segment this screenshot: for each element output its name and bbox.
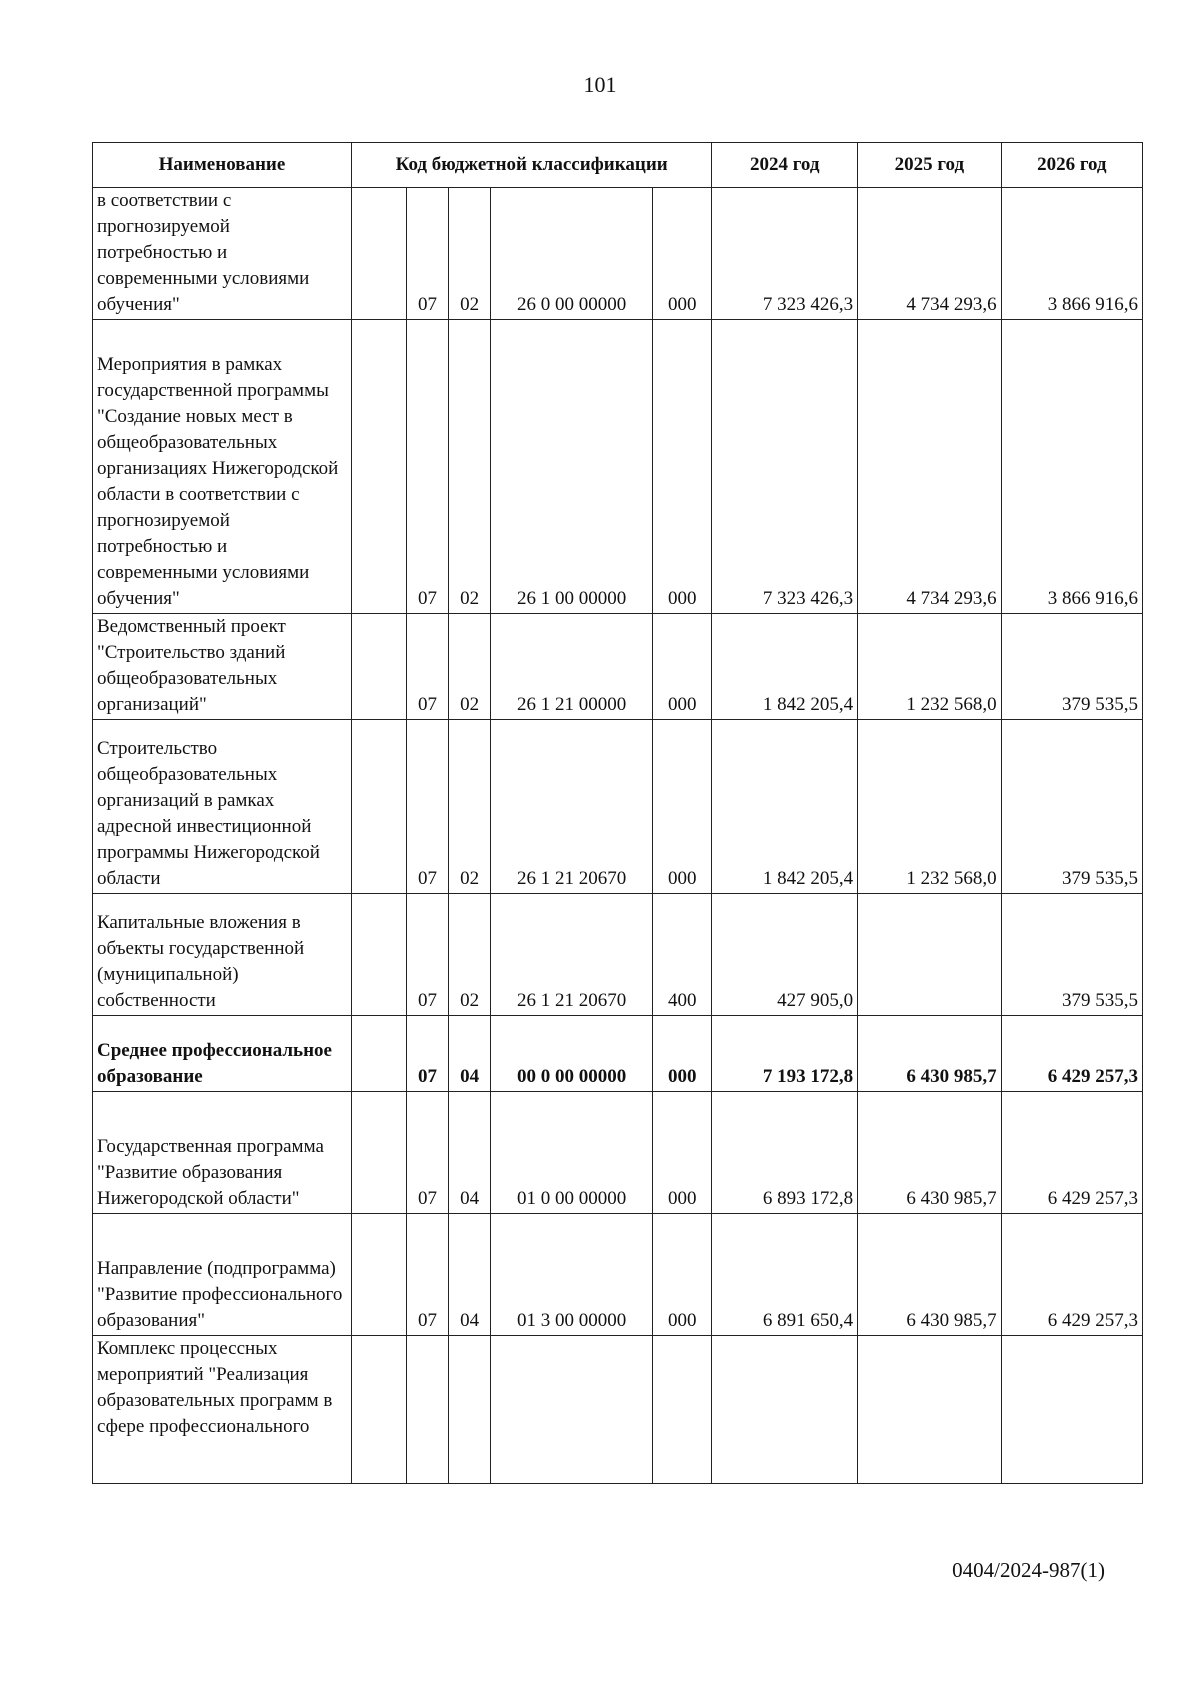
row-subsection: 02 xyxy=(449,720,491,894)
header-2024: 2024 год xyxy=(712,143,858,188)
row-code-part xyxy=(351,1336,406,1484)
row-amount-2024: 1 842 205,4 xyxy=(712,614,858,720)
row-code-part xyxy=(351,894,406,1016)
row-amount-2024 xyxy=(712,1336,858,1484)
header-name: Наименование xyxy=(93,143,352,188)
document-code: 0404/2024-987(1) xyxy=(952,1558,1105,1582)
row-amount-2024: 1 842 205,4 xyxy=(712,720,858,894)
table-row xyxy=(93,614,1143,720)
row-subsection xyxy=(449,1336,491,1484)
row-target-article: 26 1 21 00000 xyxy=(491,614,653,720)
header-2026: 2026 год xyxy=(1001,143,1142,188)
row-expense-type: 000 xyxy=(653,1092,712,1214)
row-target-article: 26 1 00 00000 xyxy=(491,320,653,614)
row-subsection: 02 xyxy=(449,894,491,1016)
row-amount-2026: 3 866 916,6 xyxy=(1001,320,1142,614)
row-target-article: 00 0 00 00000 xyxy=(491,1016,653,1092)
row-section: 07 xyxy=(407,720,449,894)
row-target-article: 01 0 00 00000 xyxy=(491,1092,653,1214)
row-section: 07 xyxy=(407,1092,449,1214)
row-expense-type xyxy=(653,1336,712,1484)
row-name: Государственная программа "Развитие образования Нижегородской области" xyxy=(93,1092,352,1214)
row-amount-2024: 7 323 426,3 xyxy=(712,188,858,320)
row-expense-type: 000 xyxy=(653,188,712,320)
row-target-article: 01 3 00 00000 xyxy=(491,1214,653,1336)
row-code-part xyxy=(351,1016,406,1092)
row-code-part xyxy=(351,1214,406,1336)
row-subsection: 02 xyxy=(449,320,491,614)
row-expense-type: 400 xyxy=(653,894,712,1016)
row-code-part xyxy=(351,320,406,614)
row-amount-2025: 6 430 985,7 xyxy=(858,1214,1002,1336)
row-name: в соответствии с прогнозируемой потребностью и современными условиями обучения" xyxy=(93,188,352,320)
row-section: 07 xyxy=(407,188,449,320)
row-subsection: 04 xyxy=(449,1214,491,1336)
row-name: Ведомственный проект "Строительство зданий общеобразовательных организаций" xyxy=(93,614,352,720)
row-amount-2024: 7 323 426,3 xyxy=(712,320,858,614)
row-subsection: 04 xyxy=(449,1016,491,1092)
row-expense-type: 000 xyxy=(653,720,712,894)
row-name: Среднее профессиональное образование xyxy=(93,1016,352,1092)
row-amount-2026: 3 866 916,6 xyxy=(1001,188,1142,320)
row-amount-2025: 4 734 293,6 xyxy=(858,320,1002,614)
page-number: 101 xyxy=(583,72,617,97)
row-section: 07 xyxy=(407,320,449,614)
table-row xyxy=(93,188,1143,320)
row-name: Строительство общеобразовательных организаций в рамках адресной инвестиционной программы Нижегородской области xyxy=(93,720,352,894)
table-row xyxy=(93,1336,1143,1484)
row-amount-2024: 7 193 172,8 xyxy=(712,1016,858,1092)
row-amount-2026: 379 535,5 xyxy=(1001,614,1142,720)
row-name: Капитальные вложения в объекты государственной (муниципальной) собственности xyxy=(93,894,352,1016)
row-amount-2024: 6 891 650,4 xyxy=(712,1214,858,1336)
row-name: Мероприятия в рамках государственной программы "Создание новых мест в общеобразовательных организациях Нижегородской области в соответствии с прогнозируемой потребностью и современными условиями обучения" xyxy=(93,320,352,614)
row-amount-2024: 427 905,0 xyxy=(712,894,858,1016)
table-header-row xyxy=(93,143,1143,188)
row-amount-2026: 6 429 257,3 xyxy=(1001,1214,1142,1336)
row-amount-2026: 6 429 257,3 xyxy=(1001,1092,1142,1214)
row-code-part xyxy=(351,614,406,720)
row-amount-2025: 4 734 293,6 xyxy=(858,188,1002,320)
table-row xyxy=(93,1092,1143,1214)
row-code-part xyxy=(351,1092,406,1214)
row-expense-type: 000 xyxy=(653,1016,712,1092)
row-amount-2025 xyxy=(858,1336,1002,1484)
row-amount-2026: 379 535,5 xyxy=(1001,720,1142,894)
row-target-article: 26 0 00 00000 xyxy=(491,188,653,320)
row-code-part xyxy=(351,188,406,320)
table-row xyxy=(93,320,1143,614)
row-section: 07 xyxy=(407,614,449,720)
row-target-article xyxy=(491,1336,653,1484)
row-subsection: 02 xyxy=(449,188,491,320)
row-amount-2026: 6 429 257,3 xyxy=(1001,1016,1142,1092)
row-expense-type: 000 xyxy=(653,320,712,614)
row-target-article: 26 1 21 20670 xyxy=(491,720,653,894)
row-section: 07 xyxy=(407,1214,449,1336)
header-2025: 2025 год xyxy=(858,143,1002,188)
row-amount-2026 xyxy=(1001,1336,1142,1484)
row-subsection: 02 xyxy=(449,614,491,720)
row-section: 07 xyxy=(407,894,449,1016)
header-code: Код бюджетной классификации xyxy=(351,143,711,188)
row-expense-type: 000 xyxy=(653,1214,712,1336)
row-code-part xyxy=(351,720,406,894)
row-amount-2025: 1 232 568,0 xyxy=(858,720,1002,894)
table-row xyxy=(93,1214,1143,1336)
table-row xyxy=(93,894,1143,1016)
row-section xyxy=(407,1336,449,1484)
row-section: 07 xyxy=(407,1016,449,1092)
table-row xyxy=(93,720,1143,894)
row-subsection: 04 xyxy=(449,1092,491,1214)
row-target-article: 26 1 21 20670 xyxy=(491,894,653,1016)
table-row xyxy=(93,1016,1143,1092)
row-amount-2025: 6 430 985,7 xyxy=(858,1016,1002,1092)
row-amount-2025: 6 430 985,7 xyxy=(858,1092,1002,1214)
row-name: Направление (подпрограмма) "Развитие профессионального образования" xyxy=(93,1214,352,1336)
row-amount-2025: 1 232 568,0 xyxy=(858,614,1002,720)
budget-table xyxy=(92,142,1143,1484)
row-amount-2025 xyxy=(858,894,1002,1016)
row-amount-2024: 6 893 172,8 xyxy=(712,1092,858,1214)
row-name: Комплекс процессных мероприятий "Реализация образовательных программ в сфере профессионального xyxy=(93,1336,352,1484)
row-expense-type: 000 xyxy=(653,614,712,720)
row-amount-2026: 379 535,5 xyxy=(1001,894,1142,1016)
